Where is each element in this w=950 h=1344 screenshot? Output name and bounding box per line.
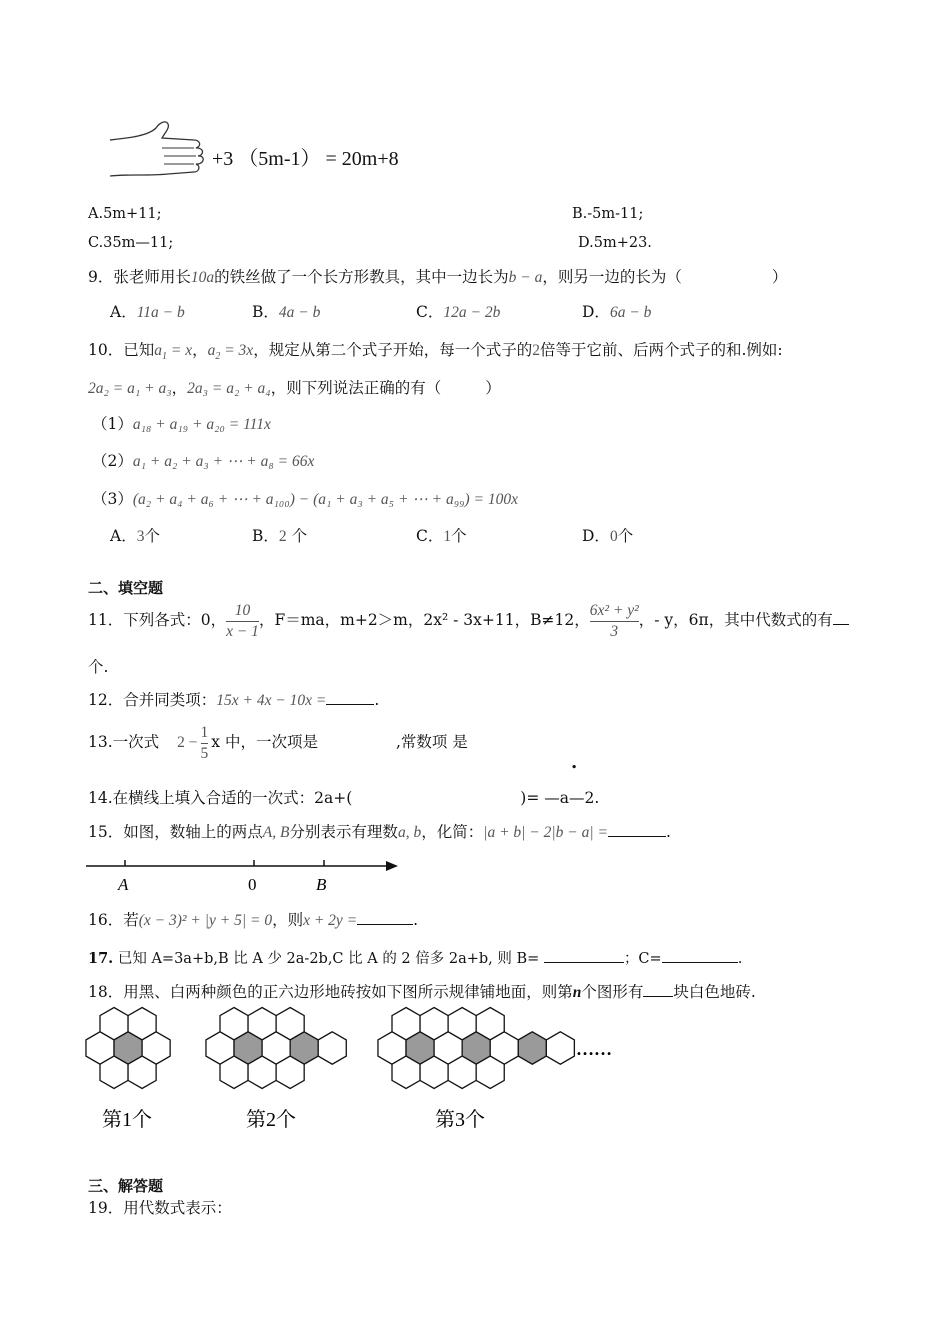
q17-stem: 17. 已知 A=3a+b,B 比 A 少 2a-2b,C 比 A 的 2 倍多 2a+b, 则 B= ；C= . — [88, 947, 742, 968]
q8-formula-rhs: = 20m+8 — [325, 148, 399, 170]
q15-text1: 分别表示有理数 — [289, 823, 398, 841]
fig3-hex-dark — [518, 1032, 546, 1064]
q11-number: 11．下列各式：0， — [88, 611, 227, 629]
q16-text1: ，则 — [272, 911, 304, 929]
q11-text1: ，F＝ma，m+2＞m，2x² - 3x+11，B≠12， — [258, 611, 590, 629]
q16-answer-blank[interactable] — [357, 909, 413, 925]
fig2-hex-white — [318, 1032, 346, 1064]
q16-stem: 16．若(x − 3)² + |y + 5| = 0，则x + 2y = . — [88, 911, 419, 929]
q13-number: 13.一次式 — [88, 733, 160, 751]
q9-text4: ） — [771, 268, 788, 286]
q10-item-2: （2）a₁ + a₂ + a₃ + ⋯ + a₈ = 66x — [92, 452, 315, 470]
q15-number: 15．如图，数轴上的两点 — [88, 823, 263, 841]
q11-text2: ，- y，6π，其中代数式的有 — [638, 611, 833, 629]
section-2-heading: 二、填空题 — [88, 579, 164, 597]
q10-stem: 10．已知$a_1 = x$，$a_2 = 3x$，规定从第二个式子开始，每一个式子的2倍等于它前、后两个式子的和.例如: — [88, 341, 783, 363]
q11-stem — [88, 596, 849, 644]
q17-number: 17. — [88, 950, 114, 967]
q18-answer-blank[interactable] — [643, 981, 673, 997]
q11-frac1-numerator: 10 — [226, 601, 259, 622]
q11-frac2-denominator: 3 — [610, 622, 619, 640]
q10-option-a: A．3个 — [110, 527, 160, 545]
q8-option-b: B.-5m-11; — [572, 206, 644, 222]
q13-stem — [88, 718, 468, 766]
q10-item-1: （1）a₁₈ + a₁₉ + a₂₀ = 111x — [92, 415, 271, 433]
q9-number: 9． — [88, 268, 114, 286]
q8-option-a: A.5m+11; — [88, 206, 162, 222]
q11-frac2-numerator: 6x² + y² — [590, 601, 639, 622]
q18-text1: 18．用黑、白两种颜色的正六边形地砖按如下图所示规律铺地面，则第 — [88, 983, 573, 1001]
q9-expr1: 10a — [190, 269, 215, 286]
hexagon-tile-figures — [80, 1000, 640, 1140]
q9-text3: ，则另一边的长为（ — [542, 268, 682, 286]
q9-stem — [88, 265, 787, 287]
q11-frac1-denominator: x − 1 — [226, 622, 259, 640]
figure-label-2: 第2个 — [246, 1109, 296, 1131]
q10-example-1: 2a₂ = a₁ + a₃ — [88, 380, 172, 397]
q16-expr2: x + 2y = — [303, 912, 358, 929]
section-3-heading: 三、解答题 — [88, 1177, 164, 1195]
q13-expr-b: x 中，一次项是 — [211, 733, 318, 751]
q10-option-b: B．2 个 — [252, 527, 308, 545]
q9-text2: 的铁丝做了一个长方形教具，其中一边长为 — [214, 268, 509, 286]
number-line-arrow-icon — [386, 861, 398, 871]
q10-example: 2a₂ = a₁ + a₃，2a₃ = a₂ + a₄，则下列说法正确的有（ ） — [88, 379, 501, 397]
q11-answer-blank[interactable] — [833, 609, 849, 625]
q17-b-blank[interactable] — [544, 947, 624, 963]
figure-label-3: 第3个 — [435, 1109, 485, 1131]
q18-text3: 块白色地砖. — [673, 983, 756, 1001]
hand-diagram — [108, 118, 208, 188]
q13-frac-numerator: 1 — [201, 723, 209, 744]
q15-answer-blank[interactable] — [608, 821, 666, 837]
label-b: B — [316, 875, 327, 894]
q19-stem: 19．用代数式表示： — [88, 1199, 232, 1217]
figure-label-1: 第1个 — [102, 1109, 152, 1131]
q15-stem: 15．如图，数轴上的两点A, B分别表示有理数a, b，化简：|a + b| − 2|b − a| = . — [88, 823, 671, 841]
q8-formula-paren: （5m-1） — [238, 148, 321, 170]
q18-n: n — [572, 984, 582, 1001]
q18-text2: 个图形有 — [581, 983, 644, 1001]
q10-number: 10．已知 — [88, 341, 155, 359]
q9-text1: 张老师用长 — [113, 268, 191, 286]
q10-text1: ，规定从第二个式子开始，每一个式子的 — [253, 341, 533, 359]
q18-stem — [88, 980, 756, 1002]
q9-option-d: D．6a − b — [582, 303, 652, 321]
q9-option-c: C．12a − 2b — [416, 303, 501, 321]
q10-item-3: （3）(a₂ + a₄ + a₆ + ⋯ + a₁₀₀) − (a₁ + a₃ + a₅ + ⋯ + a₉₉) = 100x — [92, 490, 519, 508]
q17-c-blank[interactable] — [662, 947, 738, 963]
q14-text1: 14.在横线上填入合适的一次式：2a+( — [88, 789, 353, 807]
q11-tail: 个. — [88, 658, 109, 676]
q9-option-b: B．4a − b — [252, 303, 321, 321]
q15-text2: ，化简： — [421, 823, 484, 841]
q13-dot: . — [571, 752, 578, 773]
q15-points: A, B — [262, 824, 290, 841]
q12-expr: 15x + 4x − 10x = — [216, 692, 327, 709]
q13-expr-a: 2 − — [177, 734, 198, 751]
q16-number: 16．若 — [88, 911, 139, 929]
q16-expr: (x − 3)² + |y + 5| = 0 — [138, 912, 273, 929]
q8-formula — [212, 142, 399, 171]
q8-option-d: D.5m+23. — [578, 235, 652, 251]
label-a: A — [118, 875, 129, 894]
q15-expr: |a + b| − 2|b − a| = — [483, 824, 608, 841]
q9-expr2: b − a — [508, 269, 543, 286]
fig3-hex-white — [546, 1032, 574, 1064]
q8-formula-plus: +3 — [212, 148, 234, 170]
q10-text2: 倍等于它前、后两个式子的和.例如: — [539, 341, 783, 359]
q10-option-d: D．0个 — [582, 527, 634, 545]
q10-option-c: C．1个 — [416, 527, 467, 545]
q15-vars: a, b — [397, 824, 422, 841]
q12-stem: 12．合并同类项：15x + 4x − 10x = . — [88, 691, 380, 709]
q10-example-2: 2a₃ = a₂ + a₄ — [187, 380, 271, 397]
q13-text2: ,常数项 是 — [395, 733, 468, 751]
q8-option-c: C.35m—11; — [88, 235, 174, 251]
q13-frac-denominator: 5 — [200, 744, 209, 762]
label-zero: 0 — [248, 875, 257, 894]
q14-text2: )= —a—2. — [520, 789, 600, 807]
hand-icon — [110, 122, 203, 176]
q12-number: 12．合并同类项： — [88, 691, 217, 709]
q17-text: 已知 A=3a+b,B 比 A 少 2a-2b,C 比 A 的 2 倍多 2a+b, 则 B= — [117, 951, 540, 967]
q12-answer-blank[interactable] — [326, 689, 374, 705]
ellipsis: …… — [576, 1039, 612, 1059]
number-line — [84, 852, 404, 898]
q9-option-a: A．11a − b — [110, 303, 185, 321]
q14-stem — [88, 786, 599, 808]
